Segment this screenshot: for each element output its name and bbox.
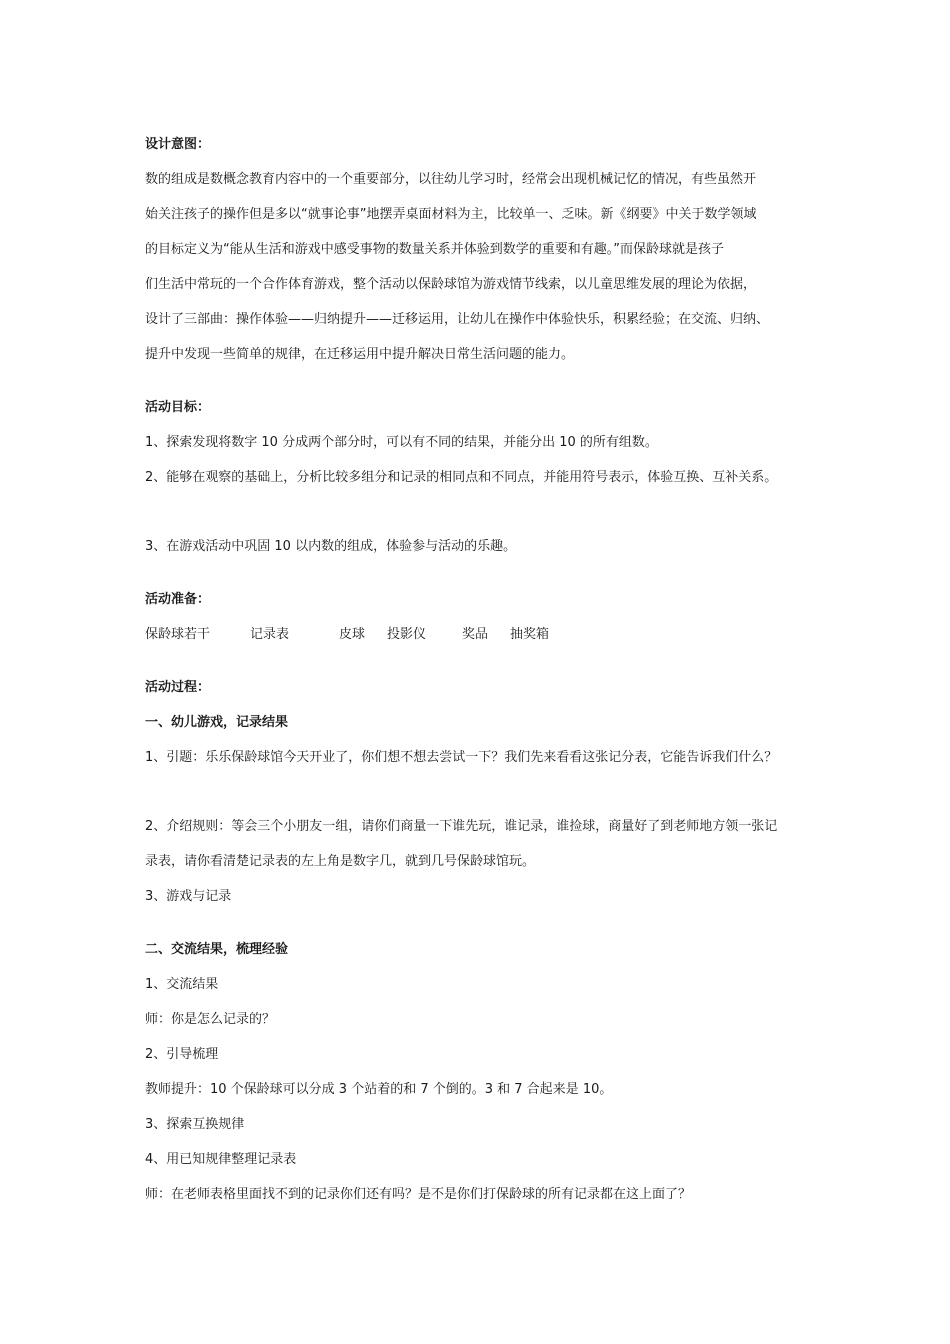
preparation-item: 奖品 bbox=[462, 627, 489, 642]
process-part1-title: 一、幼儿游戏，记录结果 bbox=[145, 715, 289, 730]
process-step: 1、引题：乐乐保龄球馆今天开业了，你们想不想去尝试一下？我们先来看看这张记分表，它能告诉我们什么？ bbox=[145, 750, 778, 765]
process-line: 3、探索互换规律 bbox=[145, 1117, 245, 1132]
goal-item: 2、能够在观察的基础上，分析比较多组分和记录的相同点和不同点，并能用符号表示，体验互换、互补关系。 bbox=[145, 470, 778, 485]
goals-heading: 活动目标： bbox=[145, 400, 211, 415]
design-intent-line: 的目标定义为“能从生活和游戏中感受事物的数量关系并体验到数学的重要和有趣。”而保龄球就是孩子 bbox=[145, 242, 724, 257]
preparation-item: 记录表 bbox=[250, 627, 290, 642]
design-intent-line: 们生活中常玩的一个合作体育游戏，整个活动以保龄球馆为游戏情节线索，以儿童思维发展的理论为依据， bbox=[145, 277, 757, 292]
preparation-heading: 活动准备： bbox=[145, 592, 211, 607]
goal-item: 3、在游戏活动中巩固 10 以内数的组成，体验参与活动的乐趣。 bbox=[145, 539, 517, 554]
design-intent-line: 始关注孩子的操作但是多以“就事论事”地摆弄桌面材料为主，比较单一、乏味。新《纲要》中关于数学领域 bbox=[145, 207, 757, 222]
design-intent-line: 提升中发现一些简单的规律，在迁移运用中提升解决日常生活问题的能力。 bbox=[145, 347, 575, 362]
design-intent-line: 设计了三部曲：操作体验——归纳提升——迁移运用，让幼儿在操作中体验快乐，积累经验；在交流、归纳、 bbox=[145, 312, 770, 327]
preparation-item: 皮球 bbox=[339, 627, 366, 642]
preparation-item: 投影仪 bbox=[387, 627, 427, 642]
preparation-item: 抽奖箱 bbox=[510, 627, 550, 642]
preparation-list bbox=[145, 617, 820, 652]
process-line: 师：你是怎么记录的？ bbox=[145, 1012, 276, 1027]
process-line: 4、用已知规律整理记录表 bbox=[145, 1152, 297, 1167]
process-step: 3、游戏与记录 bbox=[145, 889, 232, 904]
process-step: 2、介绍规则：等会三个小朋友一组，请你们商量一下谁先玩，谁记录，谁捡球，商量好了到老师地方领一张记 bbox=[145, 819, 778, 834]
process-line: 2、引导梳理 bbox=[145, 1047, 219, 1062]
document-page bbox=[145, 127, 820, 1212]
process-part2-title: 二、交流结果，梳理经验 bbox=[145, 942, 289, 957]
preparation-item: 保龄球若干 bbox=[145, 627, 211, 642]
process-step: 录表，请你看清楚记录表的左上角是数字几，就到几号保龄球馆玩。 bbox=[145, 854, 536, 869]
process-line: 1、交流结果 bbox=[145, 977, 219, 992]
design-intent-line: 数的组成是数概念教育内容中的一个重要部分，以往幼儿学习时，经常会出现机械记忆的情况，有些虽然开 bbox=[145, 172, 757, 187]
process-line: 教师提升：10 个保龄球可以分成 3 个站着的和 7 个倒的。3 和 7 合起来是 10。 bbox=[145, 1082, 613, 1097]
process-line: 师：在老师表格里面找不到的记录你们还有吗？是不是你们打保龄球的所有记录都在这上面了？ bbox=[145, 1187, 692, 1202]
design-intent-heading: 设计意图： bbox=[145, 137, 211, 152]
process-heading: 活动过程： bbox=[145, 680, 211, 695]
goal-item: 1、探索发现将数字 10 分成两个部分时，可以有不同的结果，并能分出 10 的所有组数。 bbox=[145, 435, 658, 450]
